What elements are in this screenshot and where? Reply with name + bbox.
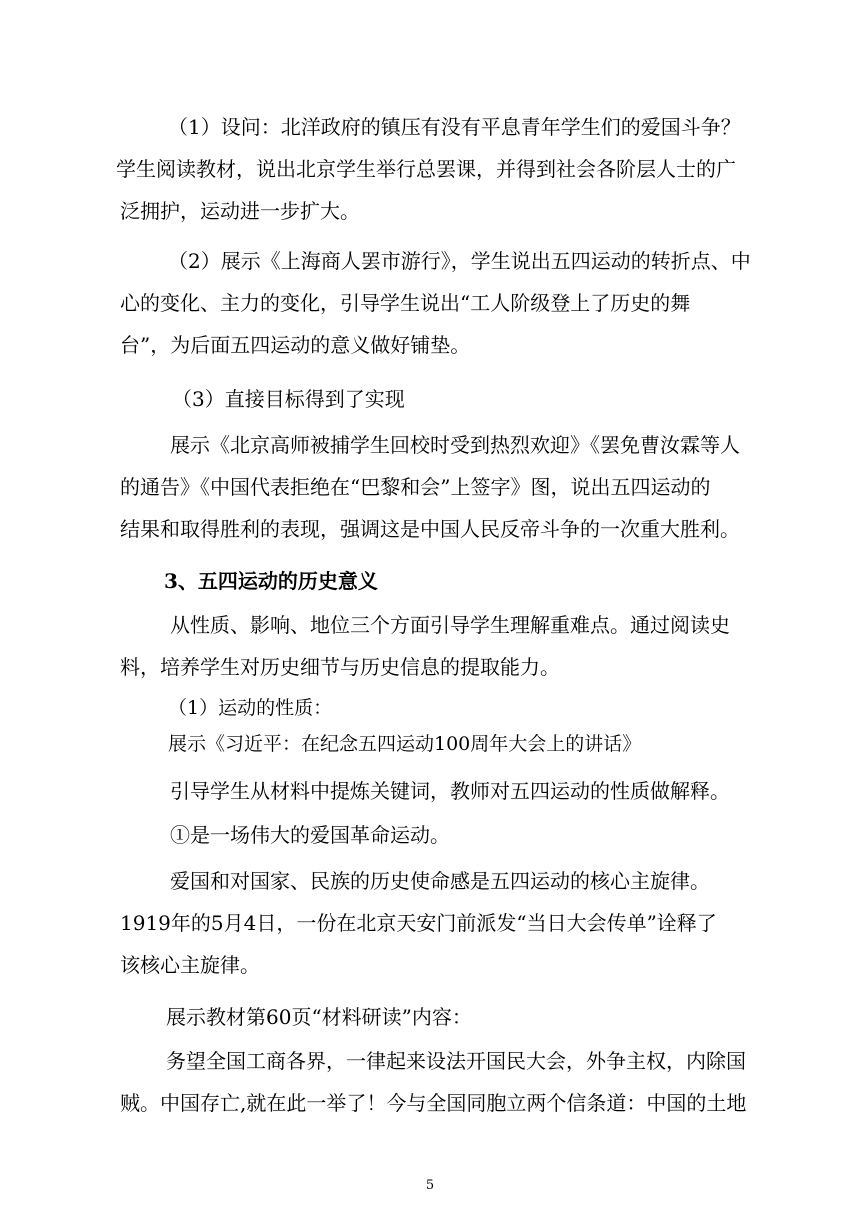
text-line: 泛拥护，运动进一步扩大。 bbox=[120, 199, 360, 223]
paragraph-patriotic-movement bbox=[120, 814, 770, 856]
paragraph-patriotism bbox=[120, 860, 770, 986]
paragraph-significance-intro bbox=[120, 604, 770, 688]
text-line: （2）展示《上海商人罢市游行》，学生说出五四运动的转折点、中 bbox=[168, 249, 751, 273]
paragraph-xi-speech bbox=[120, 726, 770, 762]
paragraph-leaflet-quote bbox=[120, 1040, 770, 1124]
text-line: 料，培养学生对历史细节与历史信息的提取能力。 bbox=[120, 655, 560, 679]
text-line: 展示《北京高师被捕学生回校时受到热烈欢迎》《罢免曹汝霖等人 bbox=[170, 433, 740, 457]
text-line: 爱国和对国家、民族的历史使命感是五四运动的核心主旋律。 bbox=[170, 869, 710, 893]
text-line: 台”，为后面五四运动的意义做好铺垫。 bbox=[120, 333, 471, 357]
heading-text: 3、五四运动的历史意义 bbox=[164, 569, 378, 593]
page-number: 5 bbox=[425, 1178, 435, 1193]
text-line: ①是一场伟大的爱国革命运动。 bbox=[170, 823, 450, 847]
text-line: （3）直接目标得到了实现 bbox=[172, 387, 405, 411]
text-line: 结果和取得胜利的表现，强调这是中国人民反帝斗争的一次重大胜利。 bbox=[120, 517, 740, 541]
paragraph-keywords bbox=[120, 770, 770, 812]
text-line: 展示教材第60页“材料研读”内容： bbox=[166, 1005, 472, 1029]
paragraph-show-images bbox=[120, 424, 770, 550]
text-line: 1919年的5月4日，一份在北京天安门前派发“当日大会传单”诠释了 bbox=[120, 911, 717, 935]
text-line: 的通告》《中国代表拒绝在“巴黎和会”上签字》图，说出五四运动的 bbox=[120, 475, 711, 499]
text-line: （1）运动的性质： bbox=[168, 697, 333, 719]
paragraph-follow-up-question bbox=[116, 106, 770, 232]
paragraph-textbook-reading bbox=[120, 996, 770, 1038]
text-line: 学生阅读教材，说出北京学生举行总罢课，并得到社会各阶层人士的广 bbox=[116, 157, 736, 181]
paragraph-nature-label bbox=[120, 690, 770, 726]
paragraph-shanghai-strike bbox=[120, 240, 770, 366]
text-line: 展示《习近平：在纪念五四运动100周年大会上的讲话》 bbox=[168, 733, 642, 755]
text-line: 务望全国工商各界，一律起来设法开国民大会，外争主权，内除国 bbox=[166, 1049, 746, 1073]
section-heading bbox=[120, 560, 770, 602]
text-line: 该核心主旋律。 bbox=[120, 953, 260, 977]
text-line: 贼。中国存亡,就在此一举了！今与全国同胞立两个信条道：中国的土地 bbox=[120, 1091, 747, 1115]
text-line: 引导学生从材料中提炼关键词，教师对五四运动的性质做解释。 bbox=[170, 779, 730, 803]
text-line: 心的变化、主力的变化，引导学生说出“工人阶级登上了历史的舞 bbox=[120, 291, 691, 315]
text-line: 从性质、影响、地位三个方面引导学生理解重难点。通过阅读史 bbox=[170, 613, 730, 637]
paragraph-direct-goal bbox=[120, 378, 770, 420]
text-line: （1）设问：北洋政府的镇压有没有平息青年学生们的爱国斗争？ bbox=[168, 115, 741, 139]
